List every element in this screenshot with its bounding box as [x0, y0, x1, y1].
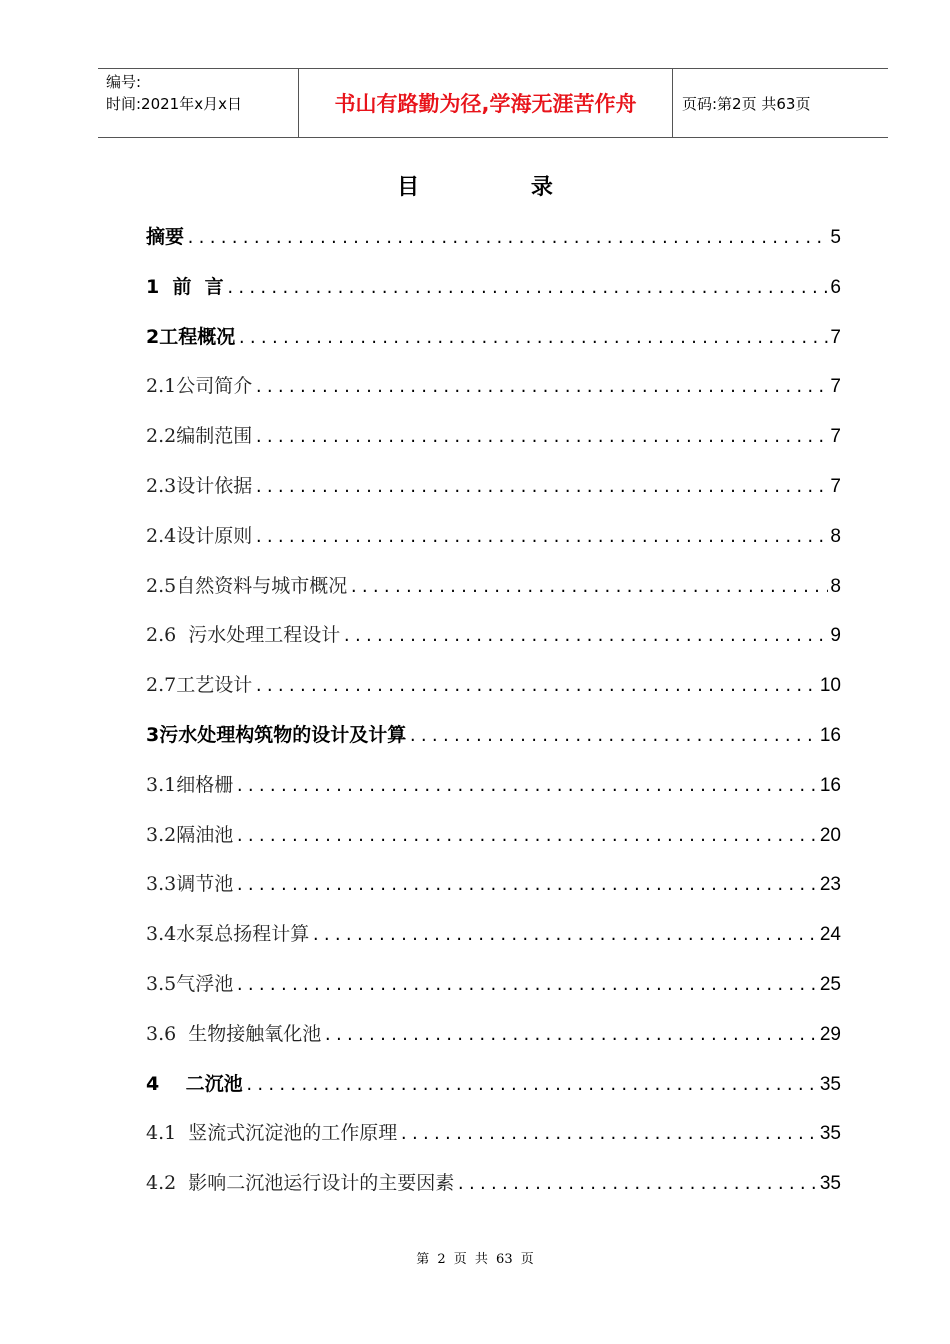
toc-entry-label: 3.3调节池 [146, 873, 234, 896]
toc-entry[interactable] [146, 820, 841, 846]
toc-entry-label: 2.5自然资料与城市概况 [146, 574, 348, 597]
toc-dot-leader [311, 926, 818, 944]
toc-entry[interactable] [146, 322, 841, 348]
toc-entry-page: 25 [819, 974, 841, 995]
toc-dot-leader [254, 378, 828, 396]
toc-dot-leader [456, 1175, 818, 1193]
toc-entry[interactable] [146, 919, 841, 945]
toc-entry-label: 3.5气浮池 [146, 973, 234, 995]
toc-entry-page: 5 [830, 227, 841, 248]
page-footer: 第 2 页 共 63 页 [416, 1252, 534, 1267]
toc-entry[interactable] [146, 471, 841, 497]
time-label: 时间:2021年x月x日 [106, 95, 242, 113]
toc-entry-page: 16 [819, 774, 841, 796]
toc-entry-page: 35 [819, 1073, 841, 1095]
toc-dot-leader [186, 229, 828, 247]
toc-entry-page: 7 [830, 476, 841, 497]
toc-entry-label: 3污水处理构筑物的设计及计算 [146, 724, 407, 746]
toc-entry-label: 1 前 言 [146, 275, 224, 298]
toc-dot-leader [237, 329, 828, 347]
toc-entry-label: 3.1细格栅 [146, 773, 234, 796]
toc-entry[interactable] [146, 869, 841, 895]
toc-entry-label: 3.6 生物接触氧化池 [146, 1022, 322, 1045]
toc-entry-page: 29 [819, 1023, 841, 1045]
toc-entry-label: 2.1公司简介 [146, 375, 253, 398]
toc-dot-leader [323, 1026, 818, 1044]
toc-entry-label: 摘要 [146, 226, 185, 248]
toc-dot-leader [226, 279, 829, 297]
toc-entry-label: 2.2编制范围 [146, 425, 253, 448]
toc-entry[interactable] [146, 222, 841, 248]
toc-entry-page: 7 [830, 376, 841, 398]
toc-entry[interactable] [146, 720, 841, 746]
toc-dot-leader [342, 627, 828, 645]
toc-dot-leader [235, 976, 818, 994]
header-page-info: 页码:第2页 共63页 [682, 94, 811, 113]
toc-title: 目 录 [397, 175, 605, 200]
toc-dot-leader [235, 777, 818, 795]
toc-dot-leader [245, 1076, 818, 1094]
toc-entry[interactable] [146, 969, 841, 995]
toc-entry-page: 35 [819, 1173, 841, 1195]
toc-entry[interactable] [146, 521, 841, 547]
toc-entry[interactable] [146, 1118, 841, 1144]
toc-entry-label: 4.1 竖流式沉淀池的工作原理 [146, 1122, 398, 1145]
toc-entry-label: 2.7工艺设计 [146, 674, 253, 697]
toc-entry-label: 3.2隔油池 [146, 823, 234, 846]
toc-entry-page: 24 [819, 924, 841, 946]
toc-entry[interactable] [146, 1019, 841, 1045]
toc-entry[interactable] [146, 670, 841, 696]
toc-entry-label: 2.3设计依据 [146, 475, 253, 497]
toc-entry[interactable] [146, 421, 841, 447]
toc-entry-page: 8 [830, 525, 841, 547]
toc-dot-leader [254, 677, 818, 695]
toc-dot-leader [254, 428, 828, 446]
toc-entry-page: 6 [830, 276, 841, 298]
toc-dot-leader [254, 528, 828, 546]
page-header [98, 68, 888, 138]
toc-entry-page: 23 [819, 874, 841, 896]
toc-dot-leader [254, 478, 828, 496]
header-meta [106, 71, 242, 115]
toc-entry[interactable] [146, 770, 841, 796]
toc-entry[interactable] [146, 371, 841, 397]
toc-entry-page: 35 [819, 1123, 841, 1145]
toc-entry-label: 2.6 污水处理工程设计 [146, 624, 341, 647]
toc-dot-leader [349, 578, 828, 596]
toc-entry-label: 3.4水泵总扬程计算 [146, 923, 310, 946]
toc-entry[interactable] [146, 620, 841, 646]
toc-entry[interactable] [146, 1069, 841, 1095]
toc-entry-page: 7 [830, 326, 841, 348]
toc-entry[interactable] [146, 571, 841, 597]
toc-entry-label: 2工程概况 [146, 325, 236, 348]
toc-entry-label: 4.2 影响二沉池运行设计的主要因素 [146, 1172, 455, 1195]
toc-entry-label: 2.4设计原则 [146, 524, 253, 547]
toc-entry-page: 10 [819, 675, 841, 697]
toc-entry-page: 9 [830, 625, 841, 647]
toc-entry-label: 4 二沉池 [146, 1072, 243, 1095]
header-motto: 书山有路勤为径,学海无涯苦作舟 [298, 69, 673, 137]
toc-dot-leader [235, 876, 818, 894]
toc-entry-page: 7 [830, 426, 841, 448]
toc-entry[interactable] [146, 1168, 841, 1194]
toc-dot-leader [235, 827, 818, 845]
toc-dot-leader [399, 1125, 818, 1143]
toc-entry-page: 8 [830, 575, 841, 597]
toc-entry-page: 16 [819, 725, 841, 746]
toc-entry-page: 20 [819, 824, 841, 846]
toc-dot-leader [408, 727, 818, 745]
toc-entry[interactable] [146, 272, 841, 298]
number-label: 编号: [106, 73, 142, 91]
